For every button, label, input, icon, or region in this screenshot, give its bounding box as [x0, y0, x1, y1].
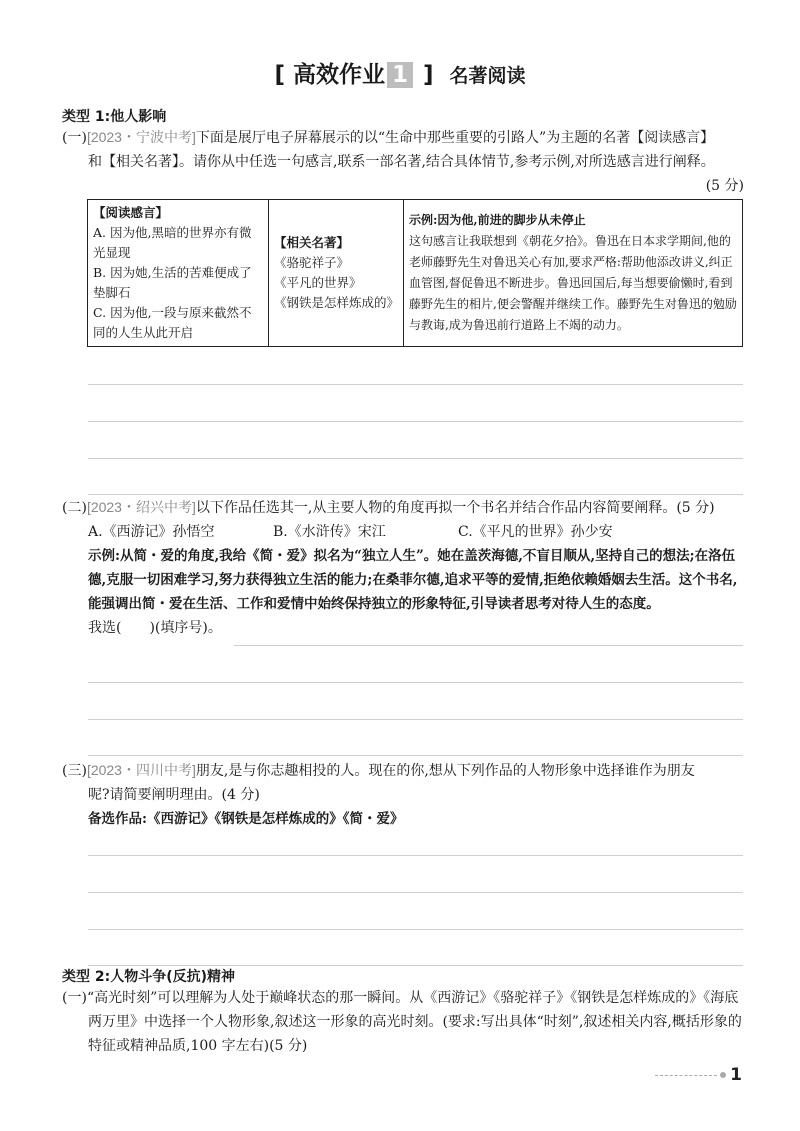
q-source: [2023・绍兴中考]	[86, 499, 196, 515]
book-item: 《骆驼祥子》	[274, 255, 350, 270]
title-bracket: ]	[423, 62, 434, 88]
candidate-works: 备选作品:《西游记》《钢铁是怎样炼成的》《简・爱》	[88, 811, 404, 827]
q-score: (5 分)	[705, 178, 744, 194]
question-2-1	[62, 986, 744, 1058]
title-bracket: [	[274, 62, 285, 88]
footer-dot-icon	[720, 1072, 726, 1078]
q-source: [2023・宁波中考]	[86, 129, 196, 145]
answer-line[interactable]	[234, 645, 743, 646]
title-number-badge: 1	[387, 62, 413, 88]
q-text: 和【相关名著】。请你从中任选一句感言,联系一部名著,结合具体情节,参考示例,对所选感言进行阐释。	[88, 154, 715, 170]
example-body: 这句感言让我联想到《朝花夕拾》。鲁迅在日本求学期间,他的老师藤野先生对鲁迅关心有加,要求严格:帮助他添改讲义,纠正血管图,督促鲁迅不断进步。鲁迅回国后,每当想要偷懒时,看到藤野先生的相片,便会警醒并继续工作。藤野先生对鲁迅的勉励与教诲,成为鲁迅前行道路上不竭的动力。	[409, 234, 737, 332]
option-a: A.《西游记》孙悟空	[88, 524, 215, 540]
quote-item: B. 因为她,生活的苦难便成了垫脚石	[93, 265, 252, 300]
q-label: (一)	[62, 130, 87, 146]
q-text: 呢?请简要阐明理由。(4 分)	[88, 787, 260, 803]
answer-line[interactable]	[88, 682, 743, 683]
book-item: 《平凡的世界》	[274, 275, 362, 290]
related-books-cell	[269, 200, 404, 347]
page-title	[0, 56, 800, 89]
q-label: (三)	[62, 763, 87, 779]
q-label: (二)	[62, 500, 87, 516]
q-text: 下面是展厅电子屏幕展示的以“生命中那些重要的引路人”为主题的名著【阅读感言】	[195, 130, 715, 146]
quote-item: A. 因为他,黑暗的世界亦有微光显现	[93, 225, 252, 260]
q-source: [2023・四川中考]	[86, 762, 196, 778]
page-number: 1	[730, 1065, 742, 1085]
cell-title: 【阅读感言】	[93, 205, 169, 220]
answer-line[interactable]	[88, 755, 743, 756]
q-text: “高光时刻”可以理解为人处于巅峰状态的那一瞬间。从《西游记》《骆驼祥子》《钢铁是怎样炼成的》《海底	[86, 990, 739, 1006]
question-1-2	[62, 495, 744, 640]
choose-prompt: 我选( )(填序号)。	[88, 620, 222, 636]
quote-item: C. 因为他,一段与原来截然不同的人生从此开启	[93, 305, 252, 340]
quote-table	[87, 199, 743, 347]
answer-line[interactable]	[88, 892, 743, 893]
type2-heading: 类型 2:人物斗争(反抗)精神	[62, 969, 236, 985]
title-text: 高效作业	[292, 62, 385, 88]
footer-dotted-line	[655, 1075, 717, 1076]
answer-line[interactable]	[88, 855, 743, 856]
answer-line[interactable]	[88, 421, 743, 422]
q-text: 以下作品任选其一,从主要人物的角度再拟一个书名并结合作品内容简要阐释。(5 分)	[195, 500, 715, 516]
example-title: 示例:因为他,前进的脚步从未停止	[409, 213, 586, 227]
q-text: 朋友,是与你志趣相投的人。现在的你,想从下列作品的人物形象中选择谁作为朋友	[195, 763, 695, 779]
answer-line[interactable]	[88, 929, 743, 930]
options	[62, 520, 744, 544]
type1-heading: 类型 1:他人影响	[62, 109, 167, 125]
title-subtitle: 名著阅读	[449, 65, 526, 87]
q-text: 两万里》中选择一个人物形象,叙述这一形象的高光时刻。(要求:写出具体“时刻”,叙述相关内容,概括形象的特征或精神品质,100 字左右)(5 分)	[88, 1014, 742, 1054]
example-cell	[404, 200, 743, 347]
q-label: (一)	[62, 990, 87, 1006]
answer-line[interactable]	[88, 384, 743, 385]
option-c: C.《平凡的世界》孙少安	[458, 524, 613, 540]
page-footer	[655, 1065, 742, 1085]
option-b: B.《水浒传》宋江	[273, 524, 386, 540]
book-item: 《钢铁是怎样炼成的》	[274, 295, 400, 310]
question-1-1	[62, 125, 744, 198]
cell-title: 【相关名著】	[274, 235, 350, 250]
question-1-3	[62, 758, 744, 831]
reading-quotes-cell	[88, 200, 269, 347]
answer-line[interactable]	[88, 719, 743, 720]
example-text: 示例:从简・爱的角度,我给《简・爱》拟名为“独立人生”。她在盖茨海德,不盲目顺从,坚持自己的想法;在洛伍德,克服一切困难学习,努力获得独立生活的能力;在桑菲尔德,追求平等的爱情,拒绝依赖婚姻去生活。这个书名,能强调出简・爱在生活、工作和爱情中始终保持独立的形象特征,引导读者思考对待人生的态度。	[88, 548, 738, 612]
answer-line[interactable]	[88, 458, 743, 459]
